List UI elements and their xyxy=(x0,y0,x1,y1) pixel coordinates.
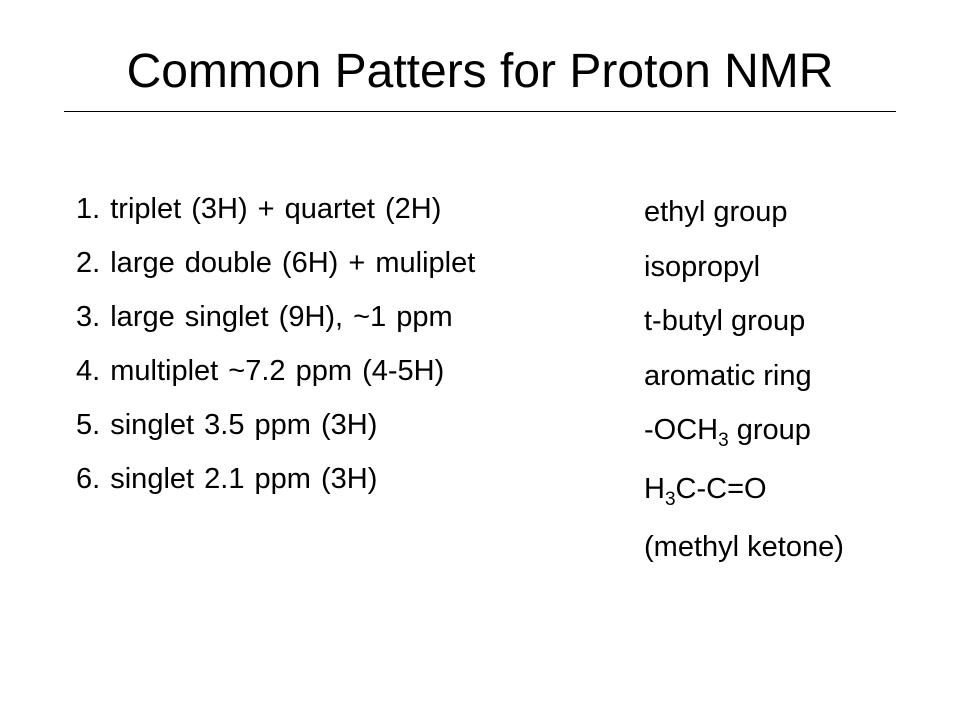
answer-5-suffix: group xyxy=(728,414,811,446)
pattern-item-6: 6. singlet 2.1 ppm (3H) xyxy=(76,463,378,495)
answer-item-1: ethyl group xyxy=(644,196,788,228)
answer-6-subscript: 3 xyxy=(664,488,676,510)
pattern-item-3: 3. large singlet (9H), ~1 ppm xyxy=(76,301,453,333)
answer-6-suffix: C-C=O xyxy=(675,472,767,505)
answer-6-text: H xyxy=(644,472,665,505)
pattern-item-5: 5. singlet 3.5 ppm (3H) xyxy=(76,409,378,441)
answer-5-subscript: 3 xyxy=(718,430,729,451)
pattern-item-1: 1. triplet (3H) + quartet (2H) xyxy=(76,193,442,225)
pattern-item-2: 2. large double (6H) + muliplet xyxy=(76,247,476,279)
pattern-item-4: 4. multiplet ~7.2 ppm (4-5H) xyxy=(76,355,445,387)
pattern-list xyxy=(76,182,475,506)
answer-5-text: -OCH xyxy=(644,414,719,446)
answer-list xyxy=(644,185,844,575)
answer-item-5 xyxy=(644,403,844,462)
answer-item-4: aromatic ring xyxy=(644,359,812,392)
answer-item-7: (methyl ketone) xyxy=(644,531,844,563)
slide-title: Common Patters for Proton NMR xyxy=(126,45,834,98)
answer-item-3: t-butyl group xyxy=(644,305,806,337)
answer-item-2: isopropyl xyxy=(644,250,761,283)
answer-item-6 xyxy=(644,462,844,521)
title-divider xyxy=(64,111,896,112)
